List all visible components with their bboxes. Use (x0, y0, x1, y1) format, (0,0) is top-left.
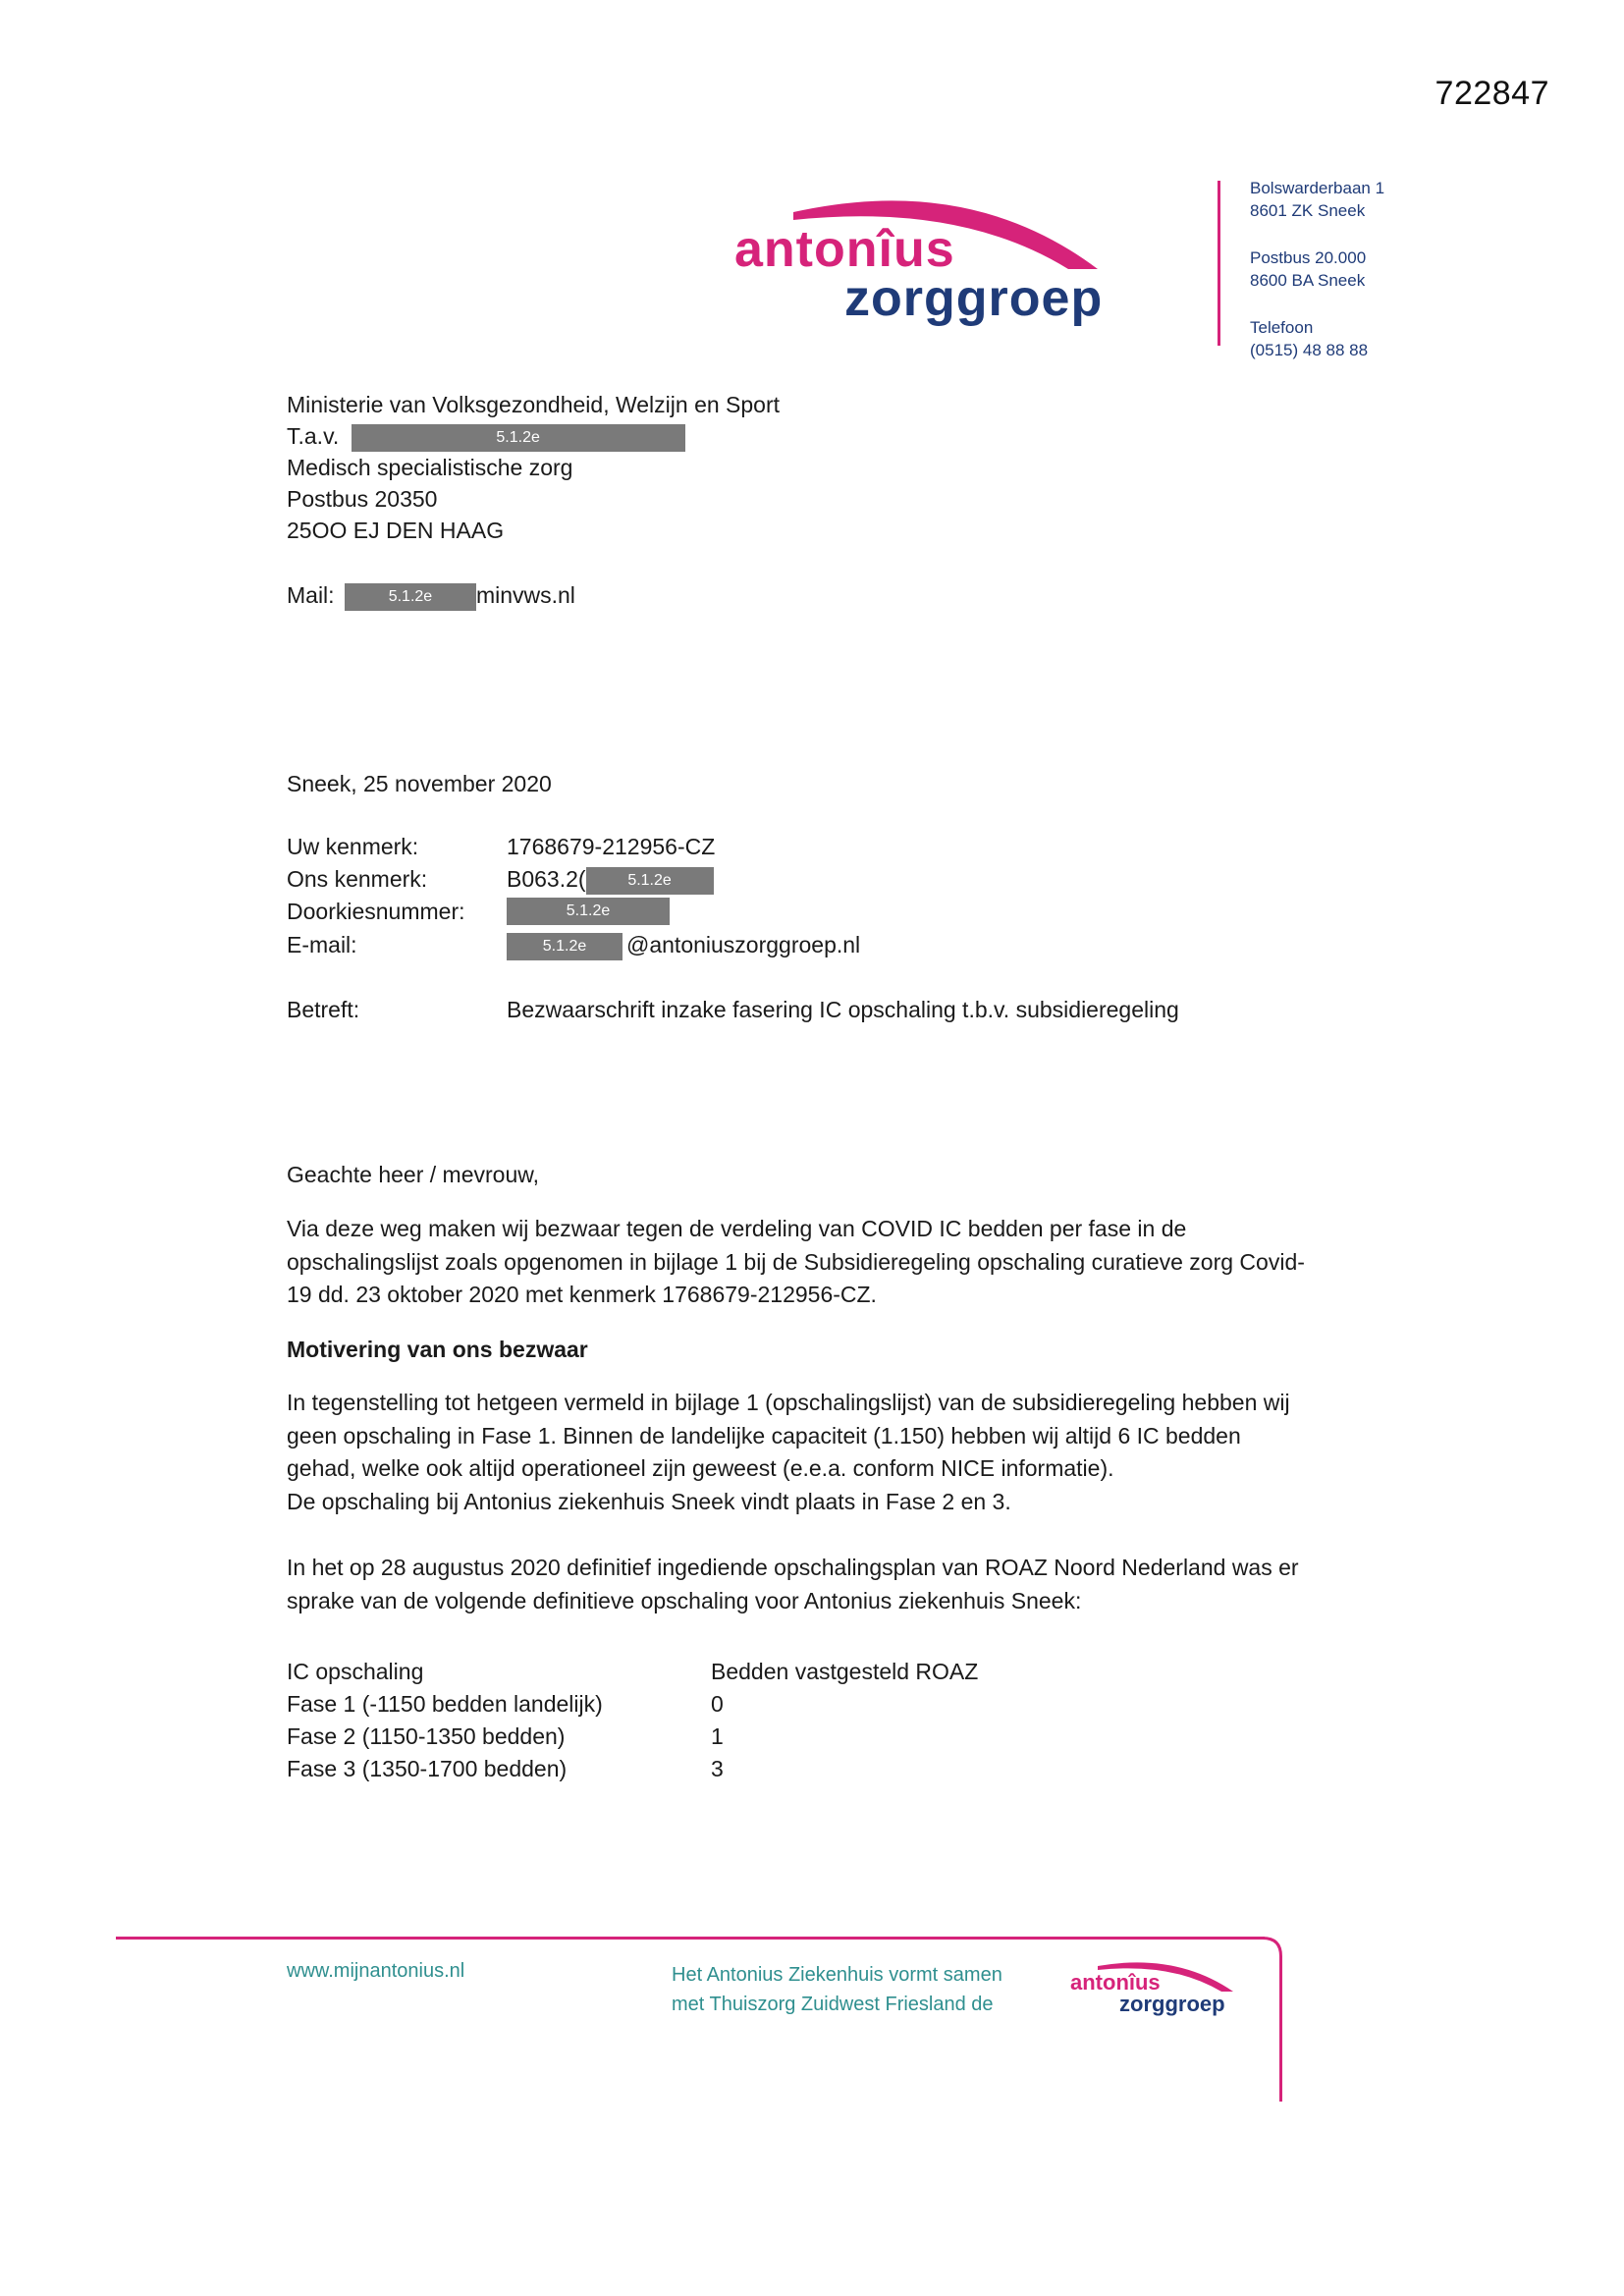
redaction-box: 5.1.2e (586, 867, 714, 895)
paragraph-line: In tegenstelling tot hetgeen vermeld in bijlage 1 (opschalingslijst) van de subsidieregeling hebben wij (287, 1390, 1290, 1415)
doorkies-value (507, 894, 670, 925)
footer-logo-line1: antonîus (1070, 1970, 1161, 1995)
ons-kenmerk-prefix: B063.2( (507, 866, 586, 892)
sender-postbus-block (1250, 246, 1366, 292)
ons-kenmerk-value (507, 863, 714, 895)
redaction-box: 5.1.2e (507, 933, 623, 960)
paragraph-motivation (287, 1387, 1367, 1518)
footer-tagline (672, 1960, 1002, 2019)
recipient-line1: Ministerie van Volksgezondheid, Welzijn en Sport (287, 392, 781, 417)
sender-postbus: Postbus 20.000 (1250, 248, 1367, 267)
table-cell: Fase 1 (-1150 bedden landelijk) (287, 1691, 603, 1717)
sender-phone-block (1250, 316, 1368, 361)
redaction-box: 5.1.2e (352, 424, 685, 452)
uw-kenmerk-value: 1768679-212956-CZ (507, 834, 716, 859)
address-divider (1218, 181, 1220, 346)
logo-line2: zorggroep (844, 270, 1104, 327)
footer-website-link[interactable]: www.mijnantonius.nl (287, 1960, 465, 1982)
doorkies-label: Doorkiesnummer: (287, 899, 465, 924)
table-header-cell: IC opschaling (287, 1659, 424, 1684)
recipient-block (287, 389, 780, 546)
footer-logo-line2: zorggroep (1119, 1992, 1225, 2016)
recipient-mail-suffix: minvws.nl (475, 582, 575, 608)
recipient-mail-label: Mail: (287, 582, 335, 608)
paragraph-line: 19 dd. 23 oktober 2020 met kenmerk 1768679-212956-CZ. (287, 1282, 877, 1307)
document-number: 722847 (1435, 75, 1549, 112)
antonius-logo (734, 192, 1108, 330)
recipient-line4: Postbus 20350 (287, 486, 438, 512)
sender-phone: (0515) 48 88 88 (1250, 341, 1369, 359)
paragraph-line: geen opschaling in Fase 1. Binnen de landelijke capaciteit (1.150) hebben wij altijd 6 IC bedden (287, 1422, 1241, 1449)
recipient-tav-label: T.a.v. (287, 423, 340, 449)
paragraph-line: gehad, welke ook altijd operationeel zijn geweest (e.e.a. conform NICE informatie). (287, 1455, 1114, 1481)
footer-tagline-line: met Thuiszorg Zuidwest Friesland de (672, 1994, 994, 2015)
sender-phone-label: Telefoon (1250, 318, 1314, 337)
table-header-cell: Bedden vastgesteld ROAZ (711, 1659, 979, 1684)
footer-corner-icon (1233, 1937, 1284, 1976)
sender-city: 8601 ZK Sneek (1250, 201, 1366, 220)
paragraph-line: In het op 28 augustus 2020 definitief ingediende opschalingsplan van ROAZ Noord Nederland was er (287, 1555, 1299, 1580)
sender-street-block (1250, 177, 1384, 222)
paragraph-roaz (287, 1552, 1367, 1617)
letter-date: Sneek, 25 november 2020 (287, 771, 552, 796)
section-heading: Motivering van ons bezwaar (287, 1337, 588, 1362)
redaction-box: 5.1.2e (507, 898, 670, 925)
uw-kenmerk-label: Uw kenmerk: (287, 834, 419, 859)
recipient-line3: Medisch specialistische zorg (287, 455, 573, 480)
sender-street: Bolswarderbaan 1 (1250, 179, 1385, 197)
footer-tagline-line: Het Antonius Ziekenhuis vormt samen (672, 1964, 1002, 1986)
ons-kenmerk-label: Ons kenmerk: (287, 866, 428, 892)
table-cell: Fase 3 (1350-1700 bedden) (287, 1756, 568, 1781)
recipient-tav (287, 420, 780, 452)
paragraph-intro (287, 1213, 1367, 1312)
redaction-box: 5.1.2e (345, 583, 476, 611)
paragraph-line: Via deze weg maken wij bezwaar tegen de verdeling van COVID IC bedden per fase in de (287, 1216, 1187, 1241)
email-value (507, 929, 860, 960)
logo-line1: antonîus (734, 221, 955, 278)
paragraph-line: opschalingslijst zoals opgenomen in bijlage 1 bij de Subsidieregeling opschaling curatieve zorg Covid- (287, 1248, 1305, 1275)
paragraph-line: De opschaling bij Antonius ziekenhuis Sneek vindt plaats in Fase 2 en 3. (287, 1488, 1011, 1514)
betreft-value: Bezwaarschrift inzake fasering IC opschaling t.b.v. subsidieregeling (507, 997, 1179, 1022)
table-cell: 3 (711, 1756, 724, 1781)
sender-postbus-city: 8600 BA Sneek (1250, 271, 1366, 290)
salutation: Geachte heer / mevrouw, (287, 1162, 539, 1187)
recipient-line5: 25OO EJ DEN HAAG (287, 518, 505, 543)
email-suffix: @antoniuszorggroep.nl (626, 932, 861, 957)
table-cell: 0 (711, 1691, 724, 1717)
table-cell: Fase 2 (1150-1350 bedden) (287, 1723, 566, 1749)
footer-vertical-divider (1279, 1964, 1282, 2102)
footer-logo (1070, 1958, 1237, 2017)
recipient-mail (287, 579, 575, 611)
paragraph-line: sprake van de volgende definitieve opschaling voor Antonius ziekenhuis Sneek: (287, 1587, 1082, 1613)
footer-divider (116, 1937, 1265, 1940)
betreft-label: Betreft: (287, 997, 360, 1022)
email-label: E-mail: (287, 932, 357, 957)
table-cell: 1 (711, 1723, 724, 1749)
